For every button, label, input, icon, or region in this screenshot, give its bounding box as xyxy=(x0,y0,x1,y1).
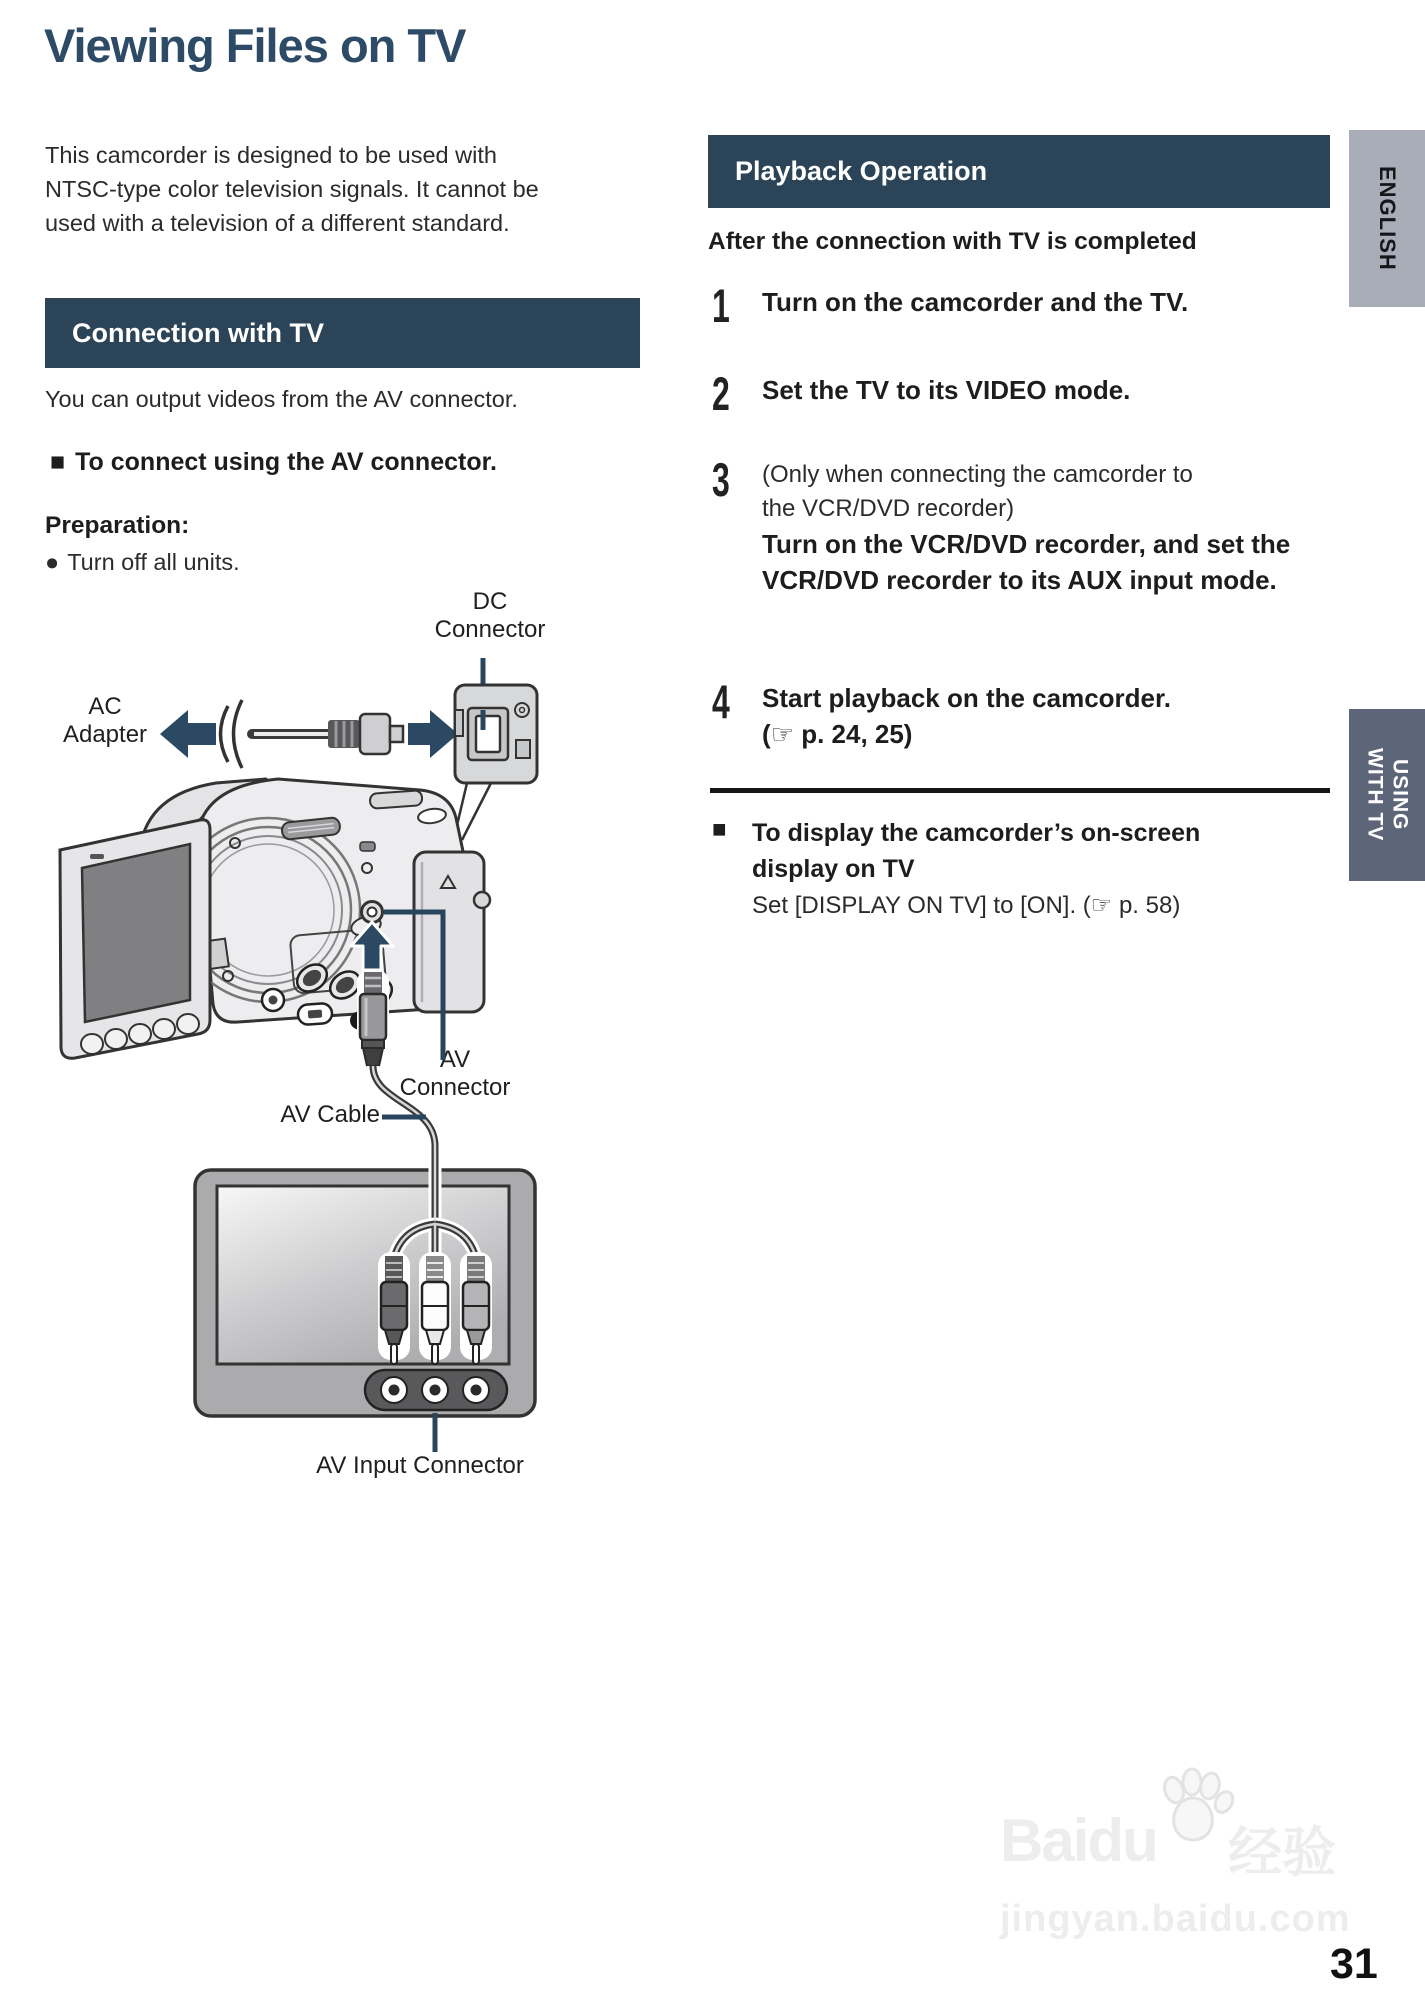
tab-english xyxy=(1349,130,1425,307)
step-4-page-ref: (☞ p. 24, 25) xyxy=(762,719,913,749)
ac-label-line1: AC xyxy=(88,693,122,720)
note-title-line2: display on TV xyxy=(752,855,915,883)
preparation-item-label: Turn off all units. xyxy=(67,549,240,575)
baidu-paw-icon xyxy=(1148,1760,1238,1850)
connect-av-subheading-label: To connect using the AV connector. xyxy=(75,448,497,476)
tv-illustration xyxy=(195,1146,535,1452)
step-3-text: Turn on the VCR/DVD recorder, and set the VCR/DVD recorder to its AUX input mode. xyxy=(762,529,1291,595)
baidu-watermark xyxy=(1000,1790,1351,1941)
step-4 xyxy=(712,675,1330,752)
rca-plug xyxy=(378,1252,410,1364)
preparation-item xyxy=(45,549,240,576)
av-label-line2: Connector xyxy=(399,1074,511,1101)
dc-cable xyxy=(252,714,403,754)
rca-plug xyxy=(419,1252,451,1364)
square-bullet-icon: ■ xyxy=(50,448,66,476)
av-input-connector-label: AV Input Connector xyxy=(316,1452,524,1479)
intro-paragraph: This camcorder is designed to be used with NTSC-type color television signals. It cannot be used with a television of a different standard. xyxy=(45,142,539,236)
page-title: Viewing Files on TV xyxy=(44,19,466,72)
step-3-condition-text: (Only when connecting the camcorder to the VCR/DVD recorder) xyxy=(762,461,1193,522)
tab-using-label-line2: WITH TV xyxy=(1363,748,1387,842)
baidu-logo-text: Baidu xyxy=(1000,1807,1157,1874)
page-number: 31 xyxy=(1330,1940,1378,1988)
baidu-jingyan-cn-text: 经验 xyxy=(1228,1823,1336,1883)
section-divider xyxy=(710,788,1330,793)
step-1-text: Turn on the camcorder and the TV. xyxy=(762,287,1189,317)
preparation-label: Preparation: xyxy=(45,512,190,539)
tab-using-with-tv xyxy=(1349,709,1425,881)
step-4-text: Start playback on the camcorder. xyxy=(762,683,1171,713)
cable-break-mark xyxy=(234,700,243,768)
tab-english-label: ENGLISH xyxy=(1375,166,1400,271)
step-1 xyxy=(712,279,1330,332)
camcorder-illustration xyxy=(60,779,490,1058)
step-3 xyxy=(712,453,1330,598)
ac-adapter-arrow-icon xyxy=(160,710,216,758)
av-label-line1: AV xyxy=(439,1046,471,1073)
dc-connector-arrow-icon xyxy=(408,710,458,758)
ac-label-line2: Adapter xyxy=(62,721,148,748)
note-title-line1: To display the camcorder’s on-screen xyxy=(752,819,1201,847)
connection-body-text: You can output videos from the AV connector. xyxy=(45,386,518,412)
dc-label-line2: Connector xyxy=(434,616,546,643)
step-1-number: 1 xyxy=(712,279,730,332)
av-input-panel xyxy=(365,1370,507,1410)
playback-lead-text: After the connection with TV is completed xyxy=(708,228,1197,255)
connect-av-subheading xyxy=(50,448,650,477)
av-plug xyxy=(357,970,389,1068)
dc-connector-panel xyxy=(454,658,537,840)
dc-label-line1: DC xyxy=(472,588,508,615)
step-2-number: 2 xyxy=(712,367,730,420)
note-body-text: Set [DISPLAY ON TV] to [ON]. (☞ p. 58) xyxy=(752,892,1181,919)
connection-diagram xyxy=(30,580,640,1500)
cable-break-mark xyxy=(221,706,229,762)
section-header-playback xyxy=(708,135,1330,208)
baidu-watermark-url: jingyan.baidu.com xyxy=(1000,1898,1351,1940)
av-cable-label: AV Cable xyxy=(280,1101,380,1128)
step-4-number: 4 xyxy=(712,675,730,728)
tab-using-label-line1: USING xyxy=(1388,759,1412,831)
step-3-number: 3 xyxy=(712,453,730,506)
step-2 xyxy=(712,367,1330,420)
dot-bullet-icon: ● xyxy=(45,549,60,575)
square-bullet-icon: ■ xyxy=(712,816,727,843)
step-2-text: Set the TV to its VIDEO mode. xyxy=(762,375,1131,405)
rca-plug xyxy=(460,1252,492,1364)
section-header-playback-label: Playback Operation xyxy=(735,156,988,186)
section-header-connection-label: Connection with TV xyxy=(72,317,324,348)
section-header-connection xyxy=(45,298,640,368)
